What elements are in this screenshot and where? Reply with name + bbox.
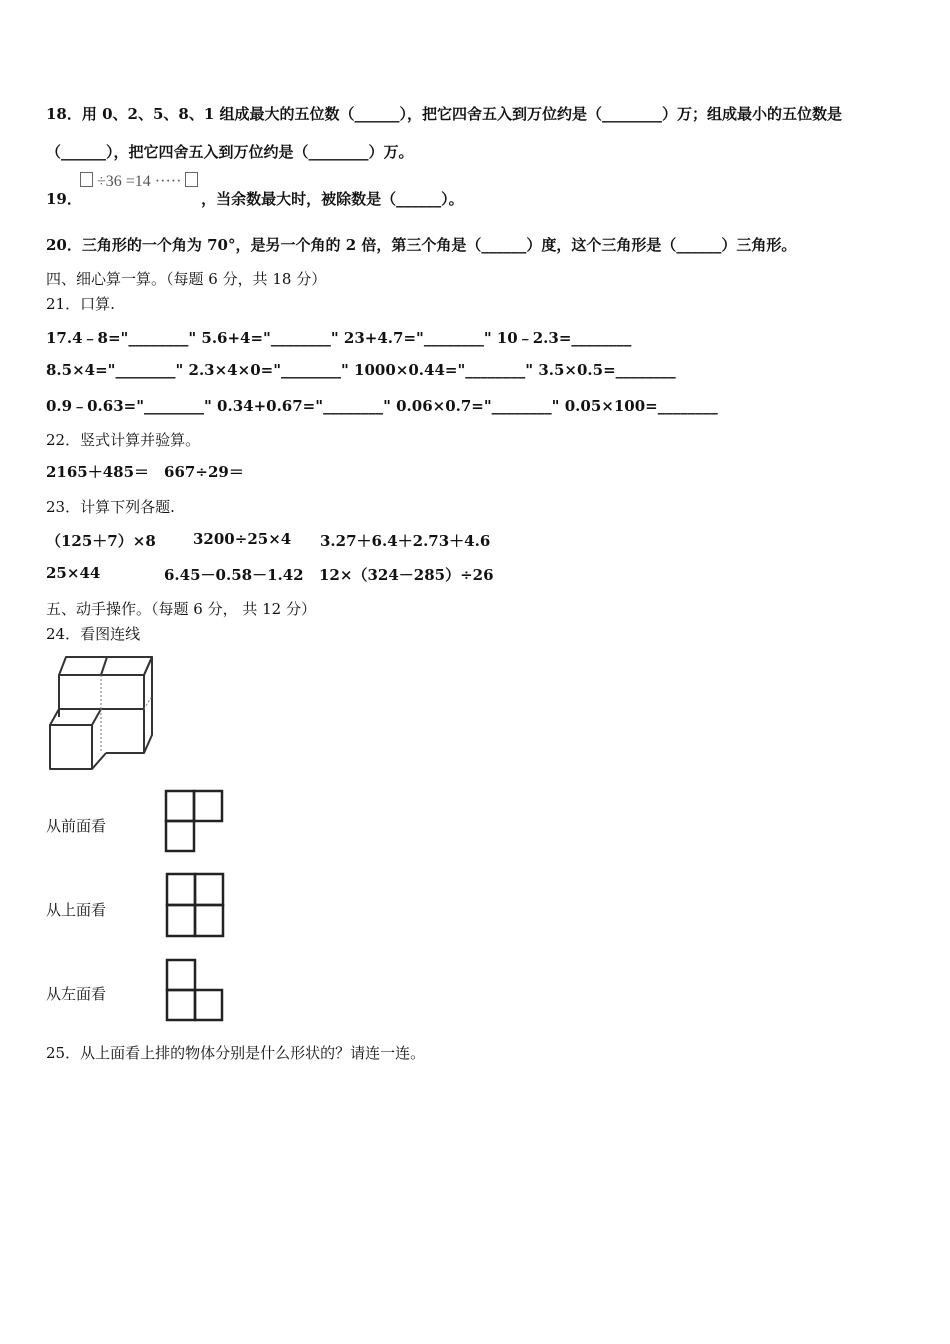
- formula-text: ÷36 =14 ·····: [97, 173, 182, 190]
- view-label-front: 从前面看: [46, 817, 107, 835]
- question-number: 19．: [46, 190, 82, 208]
- question-22-row: 2165＋485＝ 667÷29＝: [46, 463, 244, 481]
- question-18-line-2: （______），把它四舍五入到万位约是（________）万。: [46, 143, 414, 161]
- question-23-item: 6.45－0.58－1.42: [164, 566, 304, 584]
- view-label-left: 从左面看: [46, 985, 107, 1003]
- cube-solid-figure: [44, 652, 158, 772]
- question-22-title: 22．竖式计算并验算。: [46, 431, 201, 449]
- question-25: 25．从上面看上排的物体分别是什么形状的？请连一连。: [46, 1044, 426, 1062]
- question-23-title: 23．计算下列各题.: [46, 498, 175, 516]
- question-23-item: 25×44: [46, 564, 101, 582]
- blank-box: [185, 172, 198, 187]
- blank-box: [80, 172, 93, 187]
- question-23-item: 3200÷25×4: [193, 530, 292, 548]
- question-21-row-3: 0.9﹣0.63="________" 0.34+0.67="________" 0.06×0.7="________" 0.05×100=________: [46, 397, 718, 415]
- question-23-item: （125＋7）×8: [46, 532, 156, 550]
- question-20: 20．三角形的一个角为 70°，是另一个角的 2 倍，第三个角是（______）度，这个三角形是（______）三角形。: [46, 236, 797, 254]
- question-23-item: 12×（324－285）÷26: [319, 566, 494, 584]
- question-21-title: 21．口算.: [46, 295, 115, 313]
- question-19: [46, 188, 464, 209]
- top-view-figure[interactable]: [163, 871, 227, 939]
- question-23-item: 3.27＋6.4＋2.73＋4.6: [320, 532, 491, 550]
- question-21-row-1: 17.4﹣8="________" 5.6+4="________" 23+4.7="________" 10﹣2.3=________: [46, 329, 632, 347]
- question-18-line-1: 18．用 0、2、5、8、1 组成最大的五位数（______），把它四舍五入到万位约是（________）万；组成最小的五位数是: [46, 105, 843, 123]
- question-21-row-2: 8.5×4="________" 2.3×4×0="________" 1000×0.44="________" 3.5×0.5=________: [46, 361, 676, 379]
- left-view-figure[interactable]: [163, 957, 227, 1023]
- section-4-heading: 四、细心算一算。（每题 6 分，共 18 分）: [46, 270, 327, 288]
- front-view-figure[interactable]: [163, 788, 225, 854]
- section-5-heading: 五、动手操作。（每题 6 分， 共 12 分）: [46, 600, 316, 618]
- view-label-top: 从上面看: [46, 901, 107, 919]
- question-24-title: 24．看图连线: [46, 625, 141, 643]
- question-19-text: ，当余数最大时，被除数是（______）。: [201, 190, 464, 208]
